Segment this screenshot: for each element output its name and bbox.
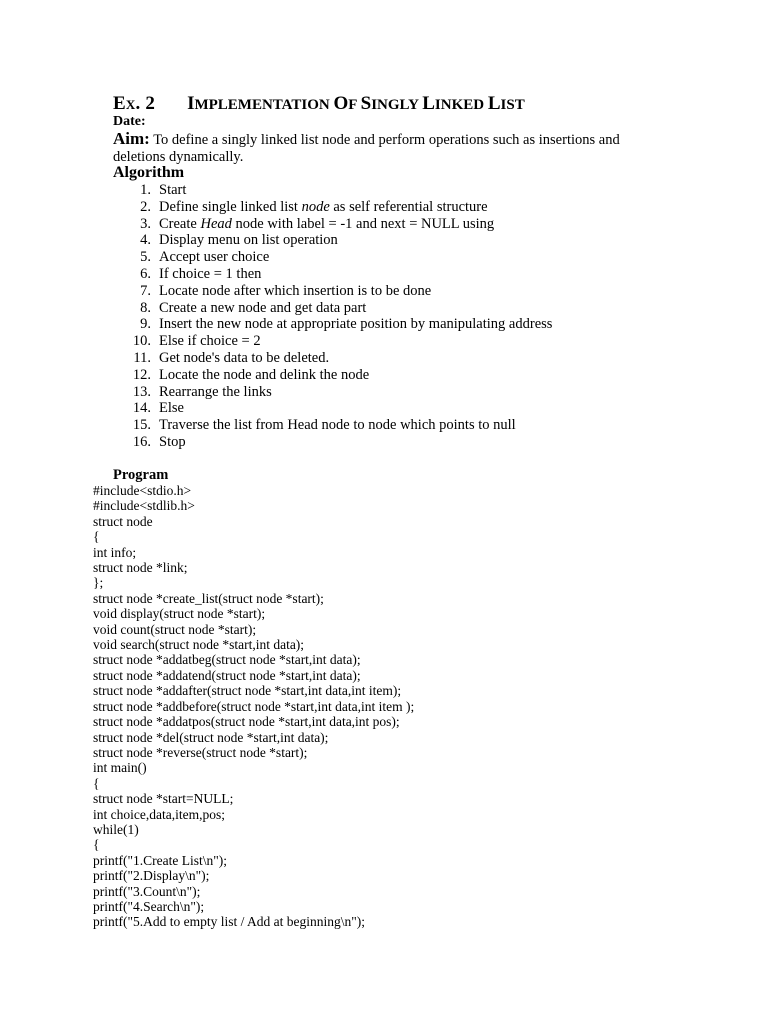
title-word: LINKED xyxy=(422,93,485,114)
step-text: Else if choice = 2 xyxy=(159,333,261,350)
algorithm-step xyxy=(113,400,552,417)
algorithm-step xyxy=(113,283,552,300)
algorithm-step xyxy=(113,434,552,451)
step-text: Create a new node and get data part xyxy=(159,299,367,316)
code-line: struct node xyxy=(93,513,153,529)
step-number: 11. xyxy=(133,349,151,366)
step-number: 5. xyxy=(140,249,151,266)
step-number: 2. xyxy=(140,198,151,215)
date-label: Date: xyxy=(113,114,146,129)
step-number: 4. xyxy=(140,232,151,249)
algorithm-step xyxy=(113,232,552,249)
exercise-title xyxy=(113,93,525,115)
step-text: Insert the new node at appropriate position by manipulating address xyxy=(159,316,553,333)
step-number: 9. xyxy=(140,316,151,333)
aim-label: Aim: xyxy=(113,129,150,148)
step-number: 10. xyxy=(132,333,151,350)
code-line: int choice,data,item,pos; xyxy=(93,806,225,822)
code-line: struct node *addafter(struct node *start,int data,int item); xyxy=(93,683,402,699)
code-line: #include<stdio.h> xyxy=(93,483,192,498)
code-line: int main() xyxy=(93,760,147,776)
step-text: Traverse the list from Head node to node which points to null xyxy=(159,417,516,434)
code-line: printf("4.Search\n"); xyxy=(93,898,205,914)
algorithm-step xyxy=(113,216,552,233)
exercise-heading xyxy=(187,93,525,114)
code-line: struct node *link; xyxy=(93,560,188,576)
code-line: int info; xyxy=(93,544,137,560)
algorithm-step xyxy=(113,333,552,350)
step-text: Display menu on list operation xyxy=(159,232,338,249)
code-line: void search(struct node *start,int data); xyxy=(93,637,305,653)
step-number: 13. xyxy=(132,383,151,400)
code-line: { xyxy=(93,837,100,853)
algorithm-step xyxy=(113,182,552,199)
algorithm-step xyxy=(113,316,552,333)
algorithm-heading: Algorithm xyxy=(113,164,185,181)
aim-text: To define a singly linked list node and perform operations such as insertions and deletions dynamically. xyxy=(113,132,620,165)
code-line: { xyxy=(93,529,100,545)
title-word: OF xyxy=(333,93,357,114)
title-word: IMPLEMENTATION xyxy=(187,93,330,114)
step-number: 6. xyxy=(140,265,151,282)
code-line: struct node *addatend(struct node *start,int data); xyxy=(93,667,361,683)
code-line: printf("3.Count\n"); xyxy=(93,883,201,899)
step-text: Stop xyxy=(159,433,186,450)
exercise-number: Ex. 2 xyxy=(113,93,156,114)
code-line: struct node *create_list(struct node *start); xyxy=(93,590,324,606)
code-line: struct node *addatpos(struct node *start,int data,int pos); xyxy=(93,714,400,730)
aim-paragraph xyxy=(113,130,653,166)
code-line: printf("1.Create List\n"); xyxy=(93,852,227,868)
code-line: struct node *start=NULL; xyxy=(93,791,234,807)
step-number: 3. xyxy=(140,215,151,232)
code-line: printf("5.Add to empty list / Add at beginning\n"); xyxy=(93,914,365,930)
step-text: If choice = 1 then xyxy=(159,265,262,282)
code-line: void display(struct node *start); xyxy=(93,606,266,622)
code-line: struct node *del(struct node *start,int data); xyxy=(93,729,329,745)
code-line: struct node *addbefore(struct node *start,int data,int item ); xyxy=(93,698,415,714)
step-text: Rearrange the links xyxy=(159,383,272,400)
step-number: 12. xyxy=(132,366,151,383)
step-text: Get node's data to be deleted. xyxy=(159,349,330,366)
step-text: Accept user choice xyxy=(159,249,270,266)
program-code xyxy=(93,483,414,930)
algorithm-step xyxy=(113,350,552,367)
step-number: 14. xyxy=(132,400,151,417)
algorithm-steps xyxy=(113,182,552,451)
code-line: #include<stdlib.h> xyxy=(93,498,195,514)
title-word: SINGLY xyxy=(360,93,419,114)
algorithm-step xyxy=(113,417,552,434)
title-word: LIST xyxy=(487,93,525,114)
code-line: }; xyxy=(93,575,104,591)
step-text: Locate the node and delink the node xyxy=(159,366,370,383)
code-line: printf("2.Display\n"); xyxy=(93,868,210,884)
step-text: Locate node after which insertion is to be done xyxy=(159,282,432,299)
step-number: 7. xyxy=(140,282,151,299)
step-number: 1. xyxy=(140,182,151,198)
step-text: Define single linked list node as self referential structure xyxy=(159,198,488,215)
step-number: 8. xyxy=(140,299,151,316)
algorithm-step xyxy=(113,266,552,283)
step-text: Else xyxy=(159,400,184,417)
algorithm-step xyxy=(113,384,552,401)
step-number: 16. xyxy=(132,433,151,450)
step-text: Create Head node with label = -1 and next = NULL using xyxy=(159,215,495,232)
step-number: 15. xyxy=(132,417,151,434)
step-text: Start xyxy=(159,182,187,198)
code-line: while(1) xyxy=(93,821,139,837)
algorithm-step xyxy=(113,367,552,384)
program-heading: Program xyxy=(113,467,169,483)
algorithm-step xyxy=(113,199,552,216)
code-line: struct node *reverse(struct node *start); xyxy=(93,744,308,760)
algorithm-step xyxy=(113,249,552,266)
code-line: struct node *addatbeg(struct node *start,int data); xyxy=(93,652,361,668)
code-line: { xyxy=(93,775,100,791)
algorithm-step xyxy=(113,300,552,317)
code-line: void count(struct node *start); xyxy=(93,621,257,637)
